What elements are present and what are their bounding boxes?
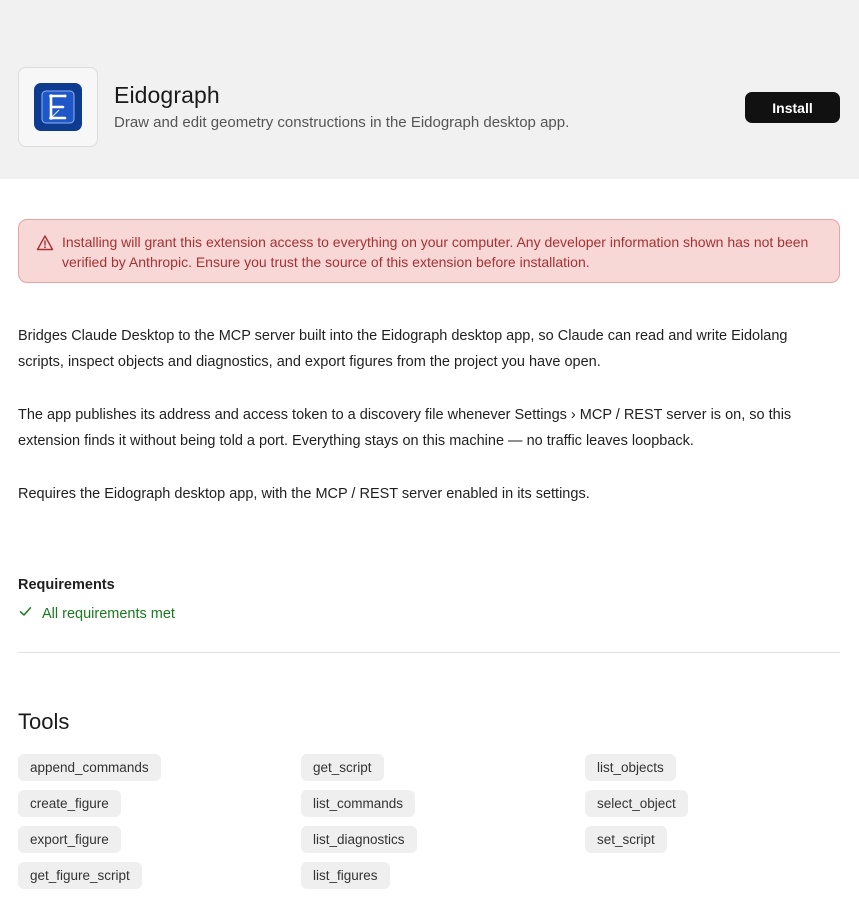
tool-chip: append_commands [18,754,161,781]
check-icon [18,604,33,624]
tools-column-3 [585,754,688,862]
requirements-status-text: All requirements met [42,606,175,622]
description-paragraph-3: Requires the Eidograph desktop app, with the MCP / REST server enabled in its settings. [18,486,590,502]
tool-chip: get_figure_script [18,862,142,889]
app-name: Eidograph [114,82,220,108]
section-divider [18,652,840,653]
security-warning-banner [18,219,840,283]
tools-heading: Tools [18,709,70,734]
tool-chip: get_script [301,754,384,781]
description-paragraph-2: The app publishes its address and access token to a discovery file whenever Settings › MCP / REST server is on, so this extension finds it without being told a port. Everything stays on this machine — no traffic leaves loopback. [18,407,792,449]
tool-chip: export_figure [18,826,121,853]
extension-header [0,0,859,179]
description-paragraph-1: Bridges Claude Desktop to the MCP server built into the Eidograph desktop app, so Claude can read and write Eidolang scripts, inspect objects and diagnostics, and export figures from the project you have open. [18,328,788,370]
warning-text: Installing will grant this extension access to everything on your computer. Any developer information shown has not been verified by Anthropic. Ensure you trust the source of this extension before installation. [62,234,809,270]
install-button[interactable]: Install [745,92,840,123]
app-icon-frame [18,67,98,147]
tool-chip: set_script [585,826,667,853]
app-tagline: Draw and edit geometry constructions in the Eidograph desktop app. [114,114,570,131]
tool-chip: list_objects [585,754,676,781]
tool-chip: list_figures [301,862,390,889]
requirements-heading: Requirements [18,577,115,593]
warning-triangle-icon [36,234,54,252]
tool-chip: select_object [585,790,688,817]
tool-chip: list_diagnostics [301,826,417,853]
eidograph-app-icon [34,83,82,131]
tools-column-2 [301,754,417,898]
requirements-status [18,604,175,624]
tool-chip: create_figure [18,790,121,817]
tool-chip: list_commands [301,790,415,817]
tools-column-1 [18,754,161,898]
